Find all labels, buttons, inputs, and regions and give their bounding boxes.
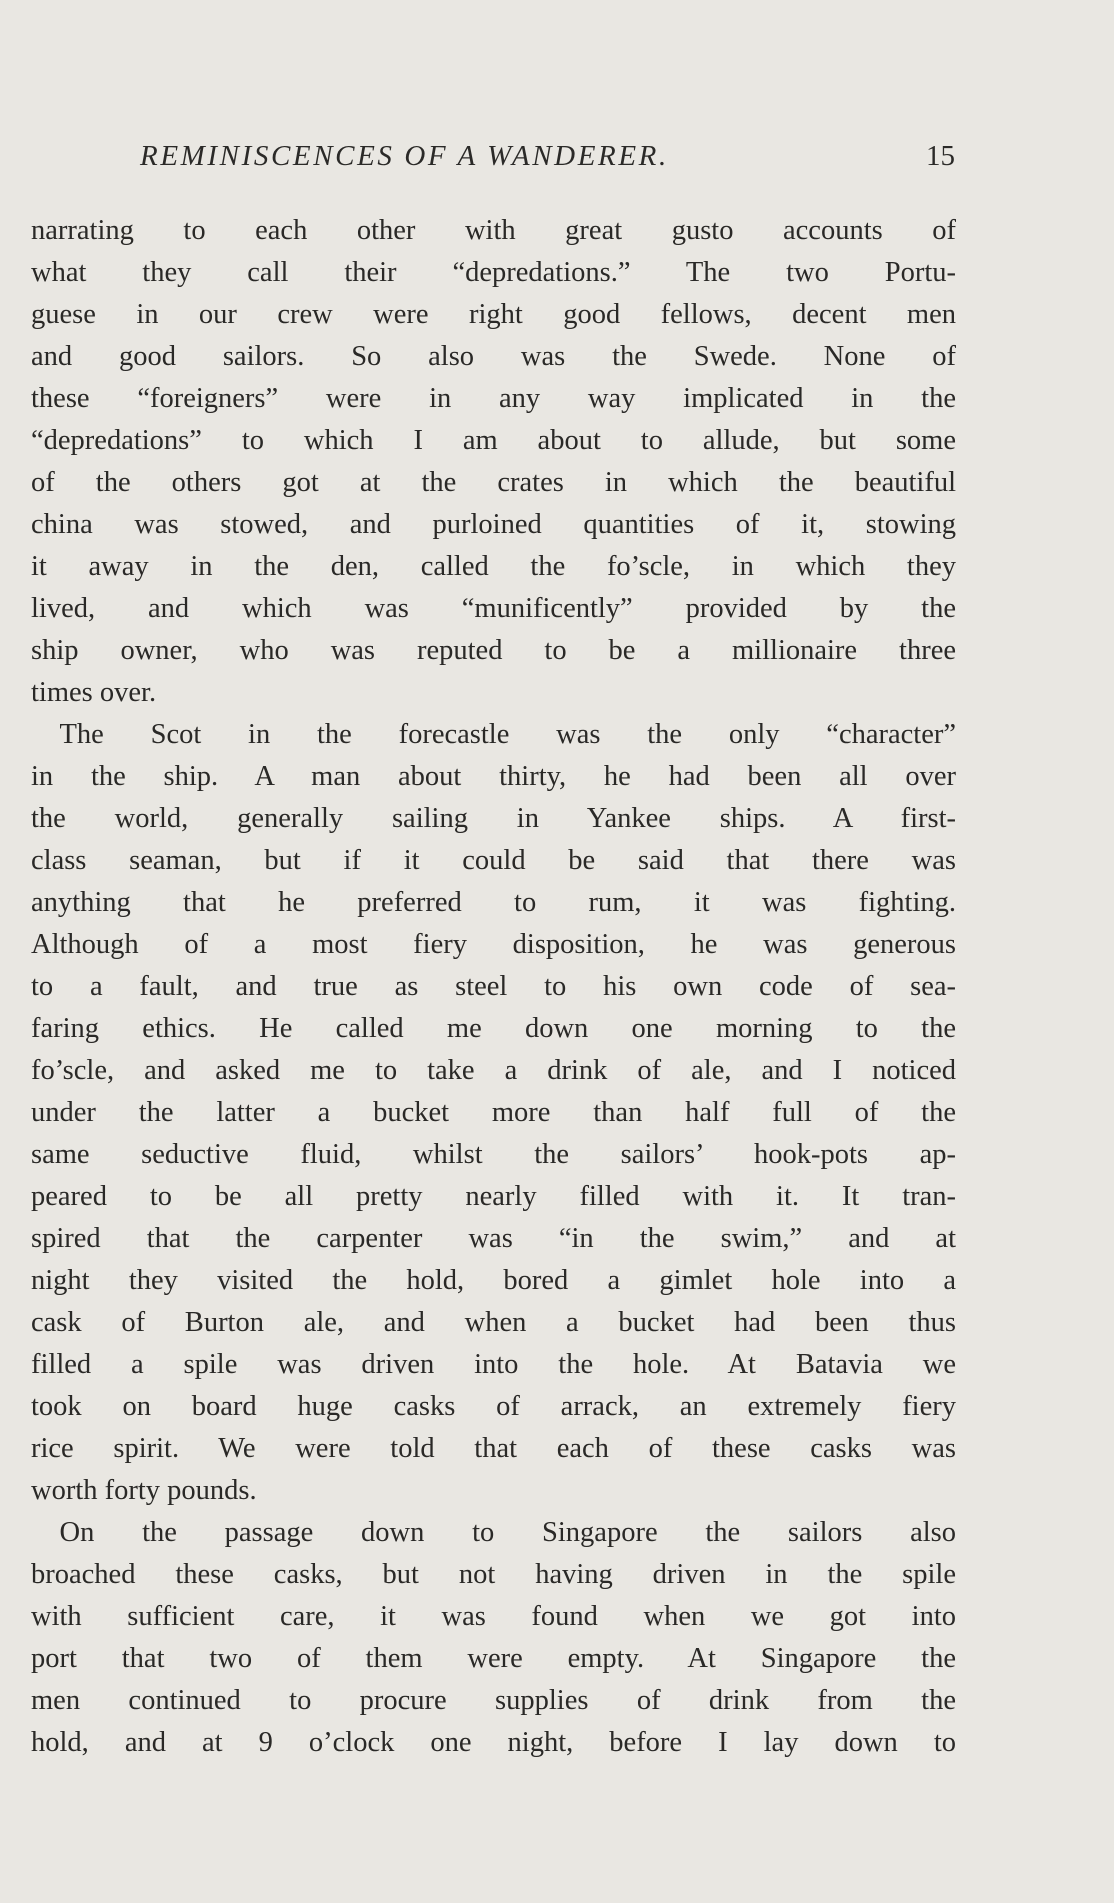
text-line: worth forty pounds. xyxy=(31,1475,257,1506)
text-line: men continued to procure supplies of drink from the xyxy=(31,1685,956,1716)
text-line: broached these casks, but not having driven in the spile xyxy=(31,1559,956,1590)
text-line: night they visited the hold, bored a gimlet hole into a xyxy=(31,1265,956,1296)
text-line: of the others got at the crates in which the beautiful xyxy=(31,467,956,498)
text-line: peared to be all pretty nearly filled with it. It tran- xyxy=(31,1181,956,1212)
text-line: faring ethics. He called me down one morning to the xyxy=(31,1013,956,1044)
text-line: times over. xyxy=(31,677,157,708)
text-line: fo’scle, and asked me to take a drink of ale, and I noticed xyxy=(31,1055,956,1086)
text-line: On the passage down to Singapore the sailors also xyxy=(31,1517,956,1548)
text-line: anything that he preferred to rum, it was fighting. xyxy=(31,887,956,918)
text-line: with sufficient care, it was found when we got into xyxy=(31,1601,956,1632)
text-line: rice spirit. We were told that each of these casks was xyxy=(31,1433,956,1464)
text-line: what they call their “depredations.” The two Portu- xyxy=(31,257,956,288)
text-line: it away in the den, called the fo’scle, in which they xyxy=(31,551,956,582)
text-line: class seaman, but if it could be said that there was xyxy=(31,845,956,876)
text-line: “depredations” to which I am about to allude, but some xyxy=(31,425,956,456)
text-line: in the ship. A man about thirty, he had been all over xyxy=(31,761,956,792)
text-line: cask of Burton ale, and when a bucket had been thus xyxy=(31,1307,956,1338)
text-line: took on board huge casks of arrack, an extremely fiery xyxy=(31,1391,956,1422)
text-line: the world, generally sailing in Yankee ships. A first- xyxy=(31,803,956,834)
text-line: china was stowed, and purloined quantities of it, stowing xyxy=(31,509,956,540)
text-line: ship owner, who was reputed to be a millionaire three xyxy=(31,635,956,666)
body-text xyxy=(31,210,956,1764)
text-line: under the latter a bucket more than half full of the xyxy=(31,1097,956,1128)
text-line: and good sailors. So also was the Swede. None of xyxy=(31,341,956,372)
text-line: guese in our crew were right good fellows, decent men xyxy=(31,299,956,330)
text-line: lived, and which was “munificently” provided by the xyxy=(31,593,956,624)
text-line: same seductive fluid, whilst the sailors’ hook-pots ap- xyxy=(31,1139,956,1170)
text-line: spired that the carpenter was “in the swim,” and at xyxy=(31,1223,956,1254)
running-head xyxy=(30,140,955,180)
text-line: hold, and at 9 o’clock one night, before I lay down to xyxy=(31,1727,956,1758)
text-line: narrating to each other with great gusto accounts of xyxy=(31,215,956,246)
text-line: these “foreigners” were in any way implicated in the xyxy=(31,383,956,414)
text-line: Although of a most fiery disposition, he was generous xyxy=(31,929,956,960)
page-number: 15 xyxy=(926,140,955,172)
text-line: filled a spile was driven into the hole. At Batavia we xyxy=(31,1349,956,1380)
text-line: The Scot in the forecastle was the only “character” xyxy=(31,719,956,750)
text-line: port that two of them were empty. At Singapore the xyxy=(31,1643,956,1674)
text-line: to a fault, and true as steel to his own code of sea- xyxy=(31,971,956,1002)
running-title: REMINISCENCES OF A WANDERER. xyxy=(140,140,669,172)
